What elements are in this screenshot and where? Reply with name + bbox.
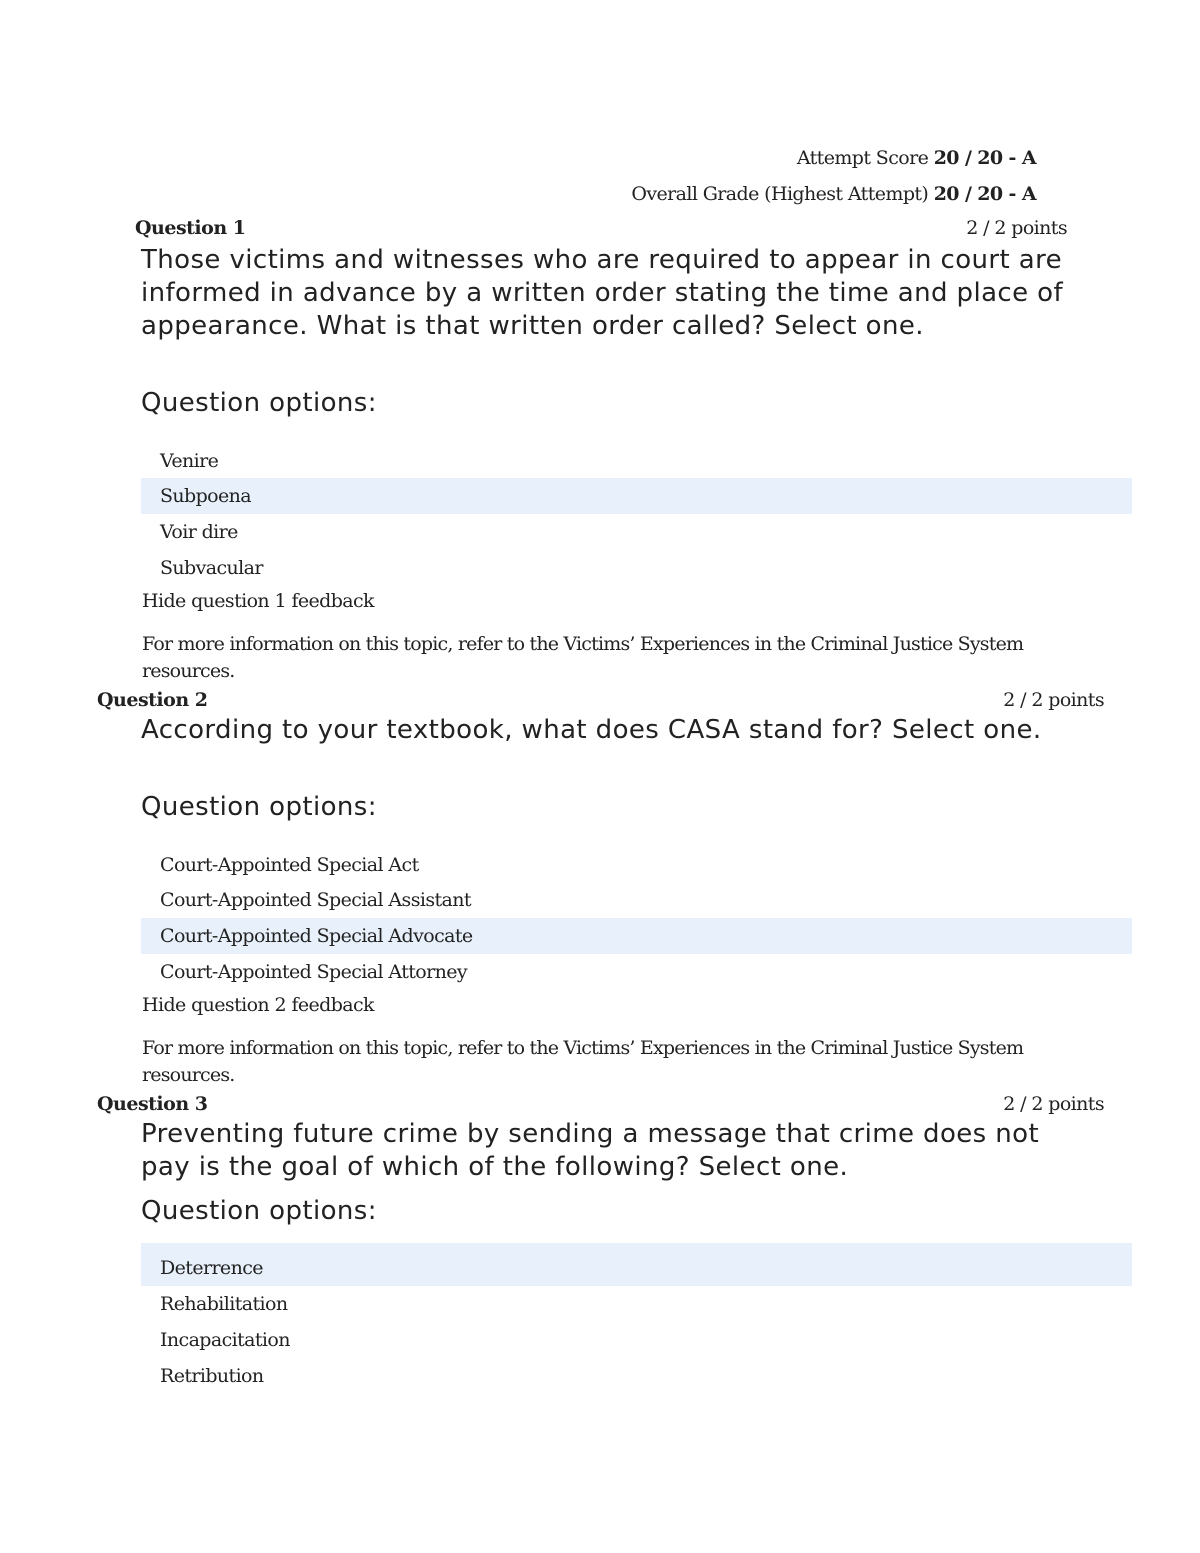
question-1-option[interactable]: Venire bbox=[160, 450, 219, 472]
question-1-option[interactable]: Voir dire bbox=[160, 521, 238, 543]
overall-grade bbox=[631, 183, 1036, 205]
question-2-label: Question 2 bbox=[97, 689, 208, 711]
attempt-score bbox=[797, 147, 1036, 169]
attempt-score-value: 20 / 20 - A bbox=[933, 147, 1036, 169]
question-3-option[interactable]: Retribution bbox=[160, 1365, 264, 1387]
question-2-text: According to your textbook, what does CASA stand for? Select one. bbox=[141, 715, 1042, 745]
question-1-feedback: For more information on this topic, refer to the Victims’ Experiences in the Criminal Justice System resources. bbox=[142, 633, 1024, 682]
question-1-label: Question 1 bbox=[135, 217, 246, 239]
question-1-text: Those victims and witnesses who are required to appear in court are informed in advance by a written order stating the time and place of appearance. What is that written order called? Select one. bbox=[141, 245, 1064, 341]
overall-grade-label: Overall Grade (Highest Attempt) bbox=[631, 183, 929, 205]
question-2-option[interactable]: Court-Appointed Special Attorney bbox=[160, 961, 468, 983]
question-1-points: 2 / 2 points bbox=[966, 217, 1067, 239]
question-2-option[interactable]: Court-Appointed Special Act bbox=[160, 854, 419, 876]
question-3-option-selected[interactable]: Deterrence bbox=[141, 1243, 1132, 1286]
question-2-feedback: For more information on this topic, refer to the Victims’ Experiences in the Criminal Justice System resources. bbox=[142, 1037, 1024, 1086]
question-2-options-label: Question options: bbox=[141, 792, 377, 822]
question-1-feedback-toggle[interactable]: Hide question 1 feedback bbox=[142, 590, 374, 612]
question-1-options-label: Question options: bbox=[141, 388, 377, 418]
question-2-feedback-toggle[interactable]: Hide question 2 feedback bbox=[142, 994, 374, 1016]
question-2-option[interactable]: Court-Appointed Special Assistant bbox=[160, 889, 471, 911]
question-2-option-selected[interactable]: Court-Appointed Special Advocate bbox=[141, 918, 1132, 954]
question-1-option[interactable]: Subvacular bbox=[160, 557, 263, 579]
question-3-points: 2 / 2 points bbox=[1003, 1093, 1104, 1115]
question-3-option[interactable]: Rehabilitation bbox=[160, 1293, 288, 1315]
question-3-text: Preventing future crime by sending a message that crime does not pay is the goal of which of the following? Select one. bbox=[141, 1119, 1040, 1182]
question-1-option-selected[interactable]: Subpoena bbox=[141, 478, 1132, 514]
attempt-score-label: Attempt Score bbox=[796, 147, 929, 169]
question-3-label: Question 3 bbox=[97, 1093, 208, 1115]
overall-grade-value: 20 / 20 - A bbox=[933, 183, 1036, 205]
question-3-options-label: Question options: bbox=[141, 1196, 377, 1226]
question-2-points: 2 / 2 points bbox=[1003, 689, 1104, 711]
question-3-option[interactable]: Incapacitation bbox=[160, 1329, 290, 1351]
